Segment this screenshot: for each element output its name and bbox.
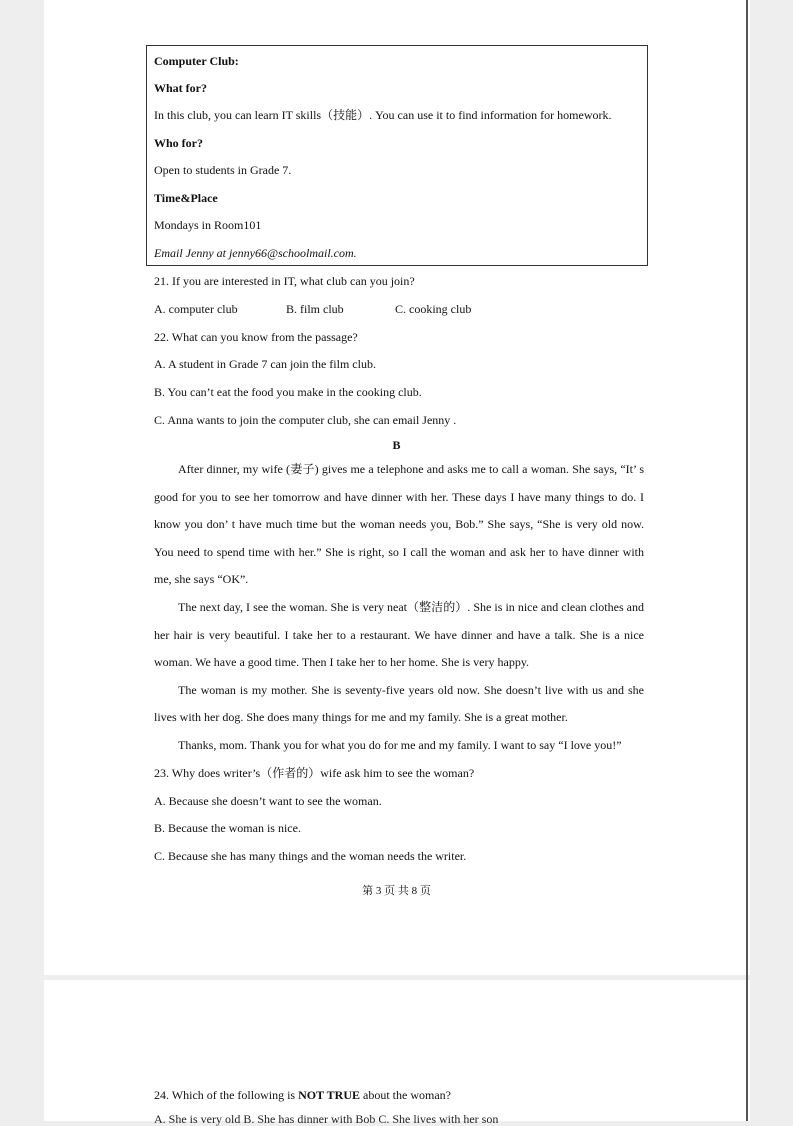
what-for-text: In this club, you can learn IT skills（技能）. You can use it to find information for homework. bbox=[154, 108, 612, 122]
section-b-heading: B bbox=[392, 438, 401, 452]
q22-option-b: B. You can’t eat the food you make in the cooking club. bbox=[154, 385, 422, 399]
q24-suffix: about the woman? bbox=[360, 1088, 451, 1102]
q21-option-a: A. computer club bbox=[154, 302, 238, 316]
computer-club-box bbox=[146, 45, 648, 266]
q22-option-c: C. Anna wants to join the computer club, she can email Jenny . bbox=[154, 413, 457, 427]
question-24 bbox=[154, 1088, 451, 1102]
passage-paragraph: The next day, I see the woman. She is very neat（整洁的）. She is in nice and clean clothes and her hair is very beautiful. I take her to a restaurant. We have dinner and have a talk. She is a nice woman. We have a good time. Then I take her to her home. She is very happy. bbox=[154, 599, 644, 670]
passage-paragraph: The woman is my mother. She is seventy-five years old now. She doesn’t live with us and she lives with her dog. She does many things for me and my family. She is a great mother. bbox=[154, 682, 644, 725]
passage-paragraph: Thanks, mom. Thank you for what you do for me and my family. I want to say “I love you!” bbox=[178, 737, 622, 752]
time-place-text: Mondays in Room101 bbox=[154, 218, 262, 232]
q24-options-cut: A. She is very old B. She has dinner with Bob C. She lives with her son bbox=[154, 1112, 499, 1126]
q23-option-a: A. Because she doesn’t want to see the woman. bbox=[154, 794, 382, 808]
question-23: 23. Why does writer’s（作者的）wife ask him to see the woman? bbox=[154, 766, 475, 780]
club-title: Computer Club: bbox=[154, 54, 239, 68]
q21-option-c: C. cooking club bbox=[395, 302, 472, 316]
q21-option-b: B. film club bbox=[286, 302, 344, 316]
page-edge-shadow bbox=[746, 0, 748, 1121]
email-text: Email Jenny at jenny66@schoolmail.com. bbox=[154, 246, 357, 260]
q23-option-c: C. Because she has many things and the woman needs the writer. bbox=[154, 849, 467, 863]
what-for-label: What for? bbox=[154, 81, 207, 95]
time-place-label: Time&Place bbox=[154, 191, 218, 205]
who-for-text: Open to students in Grade 7. bbox=[154, 163, 292, 177]
question-22: 22. What can you know from the passage? bbox=[154, 330, 358, 344]
who-for-label: Who for? bbox=[154, 136, 203, 150]
passage-b bbox=[154, 456, 644, 760]
page-footer: 第 3 页 共 8 页 bbox=[362, 885, 431, 897]
passage-paragraph: After dinner, my wife (妻子) gives me a telephone and asks me to call a woman. She says, “It’ s good for you to see her tomorrow and have dinner with her. These days I have many things to do. I know you don’ t have much time but the woman needs you, Bob.” She says, “She is very old now. You need to spend time with her.” She is right, so I call the woman and ask her to have dinner with me, she says “OK”. bbox=[154, 462, 644, 587]
q24-prefix: 24. Which of the following is bbox=[154, 1088, 299, 1102]
q23-option-b: B. Because the woman is nice. bbox=[154, 821, 301, 835]
question-21: 21. If you are interested in IT, what club can you join? bbox=[154, 274, 415, 288]
q22-option-a: A. A student in Grade 7 can join the film club. bbox=[154, 357, 376, 371]
q24-emphasis: NOT TRUE bbox=[298, 1088, 361, 1102]
